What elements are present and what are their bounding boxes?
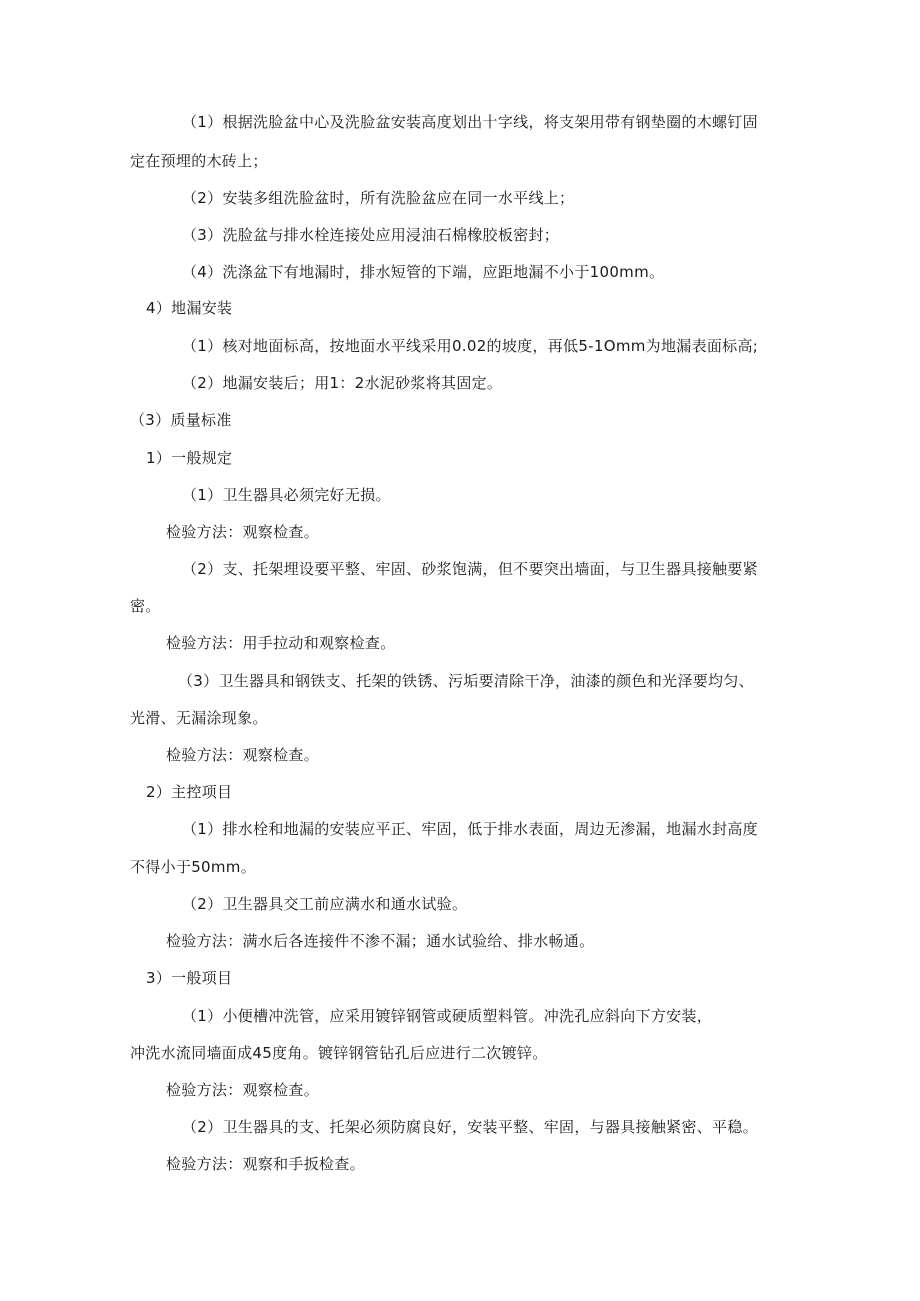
inspection-method: 检验方法：观察检查。 bbox=[166, 1081, 320, 1099]
paragraph-line: （2）地漏安装后；用1：2水泥砂浆将其固定。 bbox=[182, 374, 503, 392]
section-heading: 1）一般规定 bbox=[146, 449, 233, 467]
paragraph-line: （4）洗涤盆下有地漏时，排水短管的下端，应距地漏不小于100mm。 bbox=[182, 263, 665, 281]
inspection-method: 检验方法：观察检查。 bbox=[166, 523, 320, 541]
paragraph-line: 光滑、无漏涂现象。 bbox=[130, 709, 268, 727]
paragraph-line: （2）卫生器具的支、托架必须防腐良好，安装平整、牢固，与器具接触紧密、平稳。 bbox=[182, 1118, 758, 1136]
paragraph-line: （1）核对地面标高，按地面水平线采用0.02的坡度，再低5-1Omm为地漏表面标高; bbox=[182, 337, 759, 355]
inspection-method: 检验方法：观察和手扳检查。 bbox=[166, 1155, 365, 1173]
section-heading: 2）主控项目 bbox=[146, 783, 233, 801]
section-heading: 4）地漏安装 bbox=[146, 299, 233, 317]
paragraph-line: （2）支、托架埋设要平整、牢固、砂浆饱满，但不要突出墙面，与卫生器具接触要紧 bbox=[182, 560, 758, 578]
inspection-method: 检验方法：观察检查。 bbox=[166, 746, 320, 764]
paragraph-line: （1）小便槽冲洗管，应采用镀锌钢管或硬质塑料管。冲洗孔应斜向下方安装， bbox=[182, 1007, 713, 1025]
paragraph-line: （1）根据洗脸盆中心及洗脸盆安装高度划出十字线，将支架用带有钢垫圈的木螺钉固 bbox=[182, 113, 758, 131]
paragraph-line: （3）洗脸盆与排水栓连接处应用浸油石棉橡胶板密封； bbox=[182, 226, 560, 244]
paragraph-line: 冲洗水流同墙面成45度角。镀锌钢管钻孔后应进行二次镀锌。 bbox=[130, 1044, 548, 1062]
paragraph-line: （2）安装多组洗脸盆时，所有洗脸盆应在同一水平线上； bbox=[182, 189, 575, 207]
inspection-method: 检验方法：满水后各连接件不渗不漏；通水试验给、排水畅通。 bbox=[166, 932, 595, 950]
paragraph-line: （1）排水栓和地漏的安装应平正、牢固，低于排水表面，周边无渗漏，地漏水封高度 bbox=[182, 820, 758, 838]
paragraph-line: （1）卫生器具必须完好无损。 bbox=[182, 486, 391, 504]
section-heading: 3）一般项目 bbox=[146, 969, 233, 987]
paragraph-line: 不得小于50mm。 bbox=[130, 858, 257, 876]
inspection-method: 检验方法：用手拉动和观察检查。 bbox=[166, 634, 396, 652]
paragraph-line: （3）卫生器具和钢铁支、托架的铁锈、污垢要清除干净，油漆的颜色和光泽要均匀、 bbox=[178, 672, 754, 690]
paragraph-line: 密。 bbox=[130, 597, 161, 615]
section-heading: （3）质量标准 bbox=[130, 411, 232, 429]
paragraph-line: （2）卫生器具交工前应满水和通水试验。 bbox=[182, 895, 468, 913]
paragraph-line: 定在预埋的木砖上； bbox=[130, 152, 268, 170]
